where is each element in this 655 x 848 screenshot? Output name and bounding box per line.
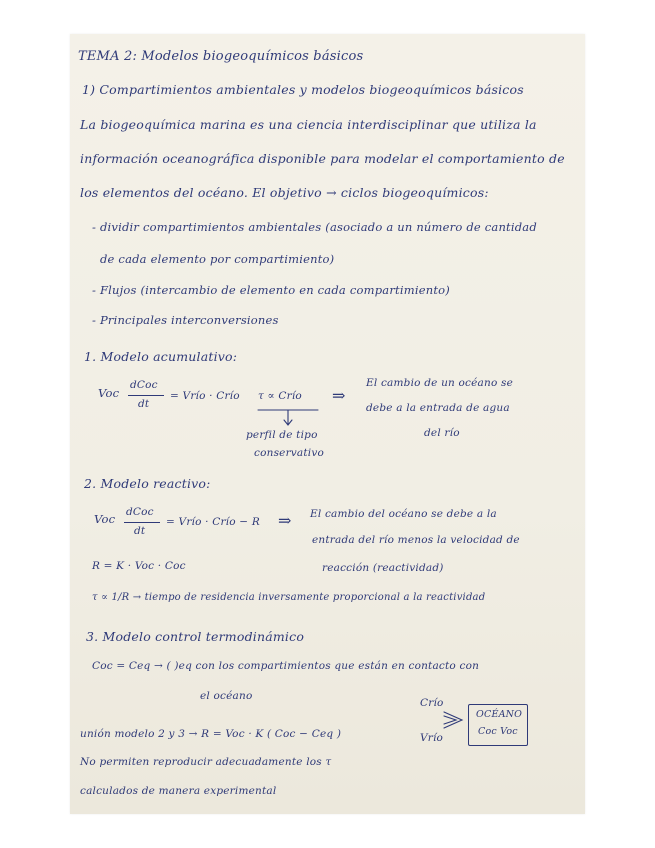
model2-fraction-bar xyxy=(124,522,160,523)
model1-tau: τ ∝ Crío xyxy=(258,390,302,402)
model2-title: 2. Modelo reactivo: xyxy=(84,476,211,491)
model2-numerator: dCoc xyxy=(126,506,154,518)
closing-line2: calculados de manera experimental xyxy=(80,785,277,797)
model1-fraction-bar xyxy=(128,395,164,396)
model2-note-line3: reacción (reactividad) xyxy=(322,562,444,574)
model2-note-line1: El cambio del océano se debe a la xyxy=(310,508,497,520)
model1-tau-note-line2: conservativo xyxy=(254,447,325,459)
bullet-compartments-cont: de cada elemento por compartimiento) xyxy=(100,252,335,266)
model2-implies-icon: ⇒ xyxy=(278,511,292,530)
model2-residence-time: τ ∝ 1/R → tiempo de residencia inversamente proporcional a la reactividad xyxy=(92,592,486,603)
model1-lhs: Voc xyxy=(98,386,120,400)
model1-tau-note-line1: perfil de tipo xyxy=(246,429,318,441)
model2-lhs: Voc xyxy=(94,512,116,526)
bullet-interconversions: - Principales interconversiones xyxy=(92,313,279,327)
model1-denominator: dt xyxy=(138,398,150,410)
diagram-ocean-label: OCÉANO xyxy=(476,709,523,720)
model1-implies-icon: ⇒ xyxy=(332,386,346,405)
model1-note-line1: El cambio de un océano se xyxy=(366,377,514,389)
model2-rhs: = Vrío · Crío − R xyxy=(166,516,260,528)
diagram-input-concentration: Crío xyxy=(420,697,444,709)
model1-fraction xyxy=(128,380,164,412)
section1-paragraph-line1: La biogeoquímica marina es una ciencia interdisciplinar que utiliza la xyxy=(80,117,537,132)
section1-paragraph-line3: los elementos del océano. El objetivo → ciclos biogeoquímicos: xyxy=(80,185,489,200)
page-heading: TEMA 2: Modelos biogeoquímicos básicos xyxy=(78,49,364,64)
diagram-input-volume: Vrío xyxy=(420,732,444,744)
model3-equilibrium-line2: el océano xyxy=(200,690,253,702)
bullet-flows: - Flujos (intercambio de elemento en cada compartimiento) xyxy=(92,283,450,297)
section1-paragraph-line2: información oceanográfica disponible para modelar el comportamiento de xyxy=(80,151,565,166)
section1-title: 1) Compartimientos ambientales y modelos biogeoquímicos básicos xyxy=(82,82,524,97)
closing-line1: No permiten reproducir adecuadamente los τ xyxy=(80,756,332,768)
model-union-equation: unión modelo 2 y 3 → R = Voc · K ( Coc − Ceq ) xyxy=(80,728,342,740)
model2-denominator: dt xyxy=(134,525,146,537)
model2-note-line2: entrada del río menos la velocidad de xyxy=(312,534,520,546)
model3-title: 3. Modelo control termodinámico xyxy=(86,629,305,644)
model1-note-line3: del río xyxy=(424,427,460,439)
model1-title: 1. Modelo acumulativo: xyxy=(84,349,238,364)
diagram-ocean-variables: Coc Voc xyxy=(478,726,518,737)
model1-note-line2: debe a la entrada de agua xyxy=(366,402,510,414)
bullet-compartments: - dividir compartimientos ambientales (asociado a un número de cantidad xyxy=(92,220,537,234)
model2-fraction xyxy=(124,507,160,539)
model3-equilibrium-line1: Coc = Ceq → ( )eq con los compartimientos que están en contacto con xyxy=(92,660,480,672)
model1-rhs: = Vrío · Crío xyxy=(170,390,240,402)
model2-reaction-equation: R = K · Voc · Coc xyxy=(92,560,186,572)
model1-numerator: dCoc xyxy=(130,379,158,391)
